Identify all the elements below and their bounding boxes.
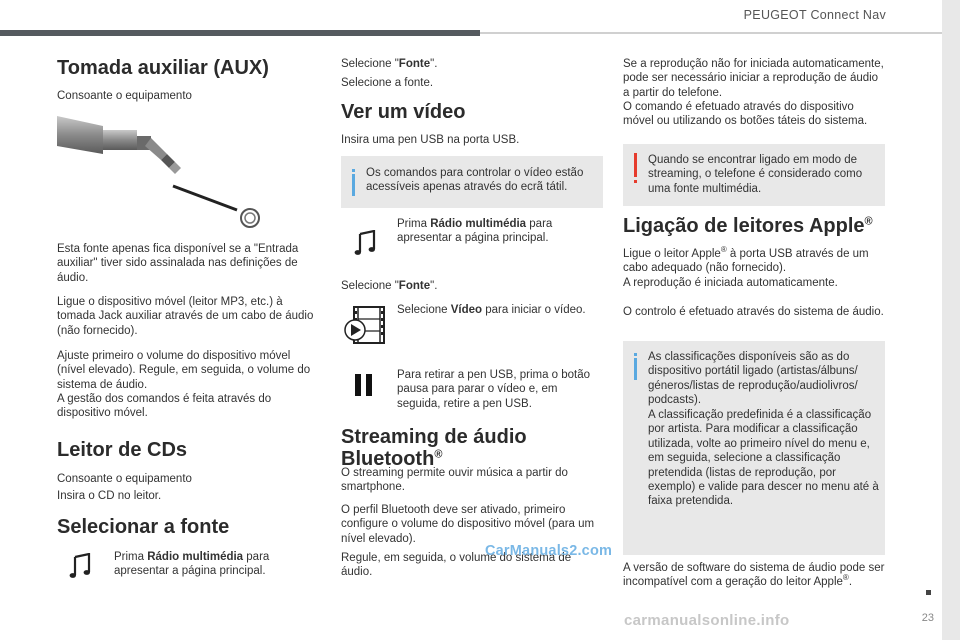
apple-title: Ligação de leitores Apple®	[623, 215, 873, 237]
info-icon-dot	[352, 169, 355, 172]
apple-software-note: A versão de software do sistema de áudio pode ser incompatível com a geração do leitor Apple®.	[623, 562, 885, 589]
video-info-box	[341, 156, 603, 208]
aux-equipment: Consoante o equipamento	[57, 90, 192, 102]
music-note-icon	[354, 230, 376, 256]
pause-icon	[353, 372, 375, 398]
apple-info-classifications: As classificações disponíveis são as do dispositivo portátil ligado (artistas/álbuns/ géneros/listas de reprodução/audiolivros/ podcasts).	[648, 351, 858, 407]
video-remove-usb: Para retirar a pen USB, prima o botão pausa para parar o vídeo e, em seguida, retire a pen USB.	[397, 369, 591, 410]
video-press-radio: Prima Rádio multimédia para apresentar a página principal.	[397, 218, 553, 245]
page-sidebar	[942, 0, 960, 640]
video-insert-usb: Insira uma pen USB na porta USB.	[341, 134, 520, 146]
music-note-icon	[69, 553, 91, 579]
video-select-video: Selecione Vídeo para iniciar o vídeo.	[397, 304, 586, 316]
bt-streaming-title: Streaming de áudio Bluetooth®	[341, 426, 527, 470]
streaming-warning-text: Quando se encontrar ligado em modo de streaming, o telefone é considerado como uma fonte multimédia.	[648, 154, 863, 195]
page-marker	[926, 590, 931, 595]
select-source-title: Selecionar a fonte	[57, 516, 230, 538]
bt-intro: O streaming permite ouvir música a partir do smartphone.	[341, 467, 568, 494]
warning-icon	[634, 153, 637, 177]
aux-connect: Ligue o dispositivo móvel (leitor MP3, etc.) à tomada Jack auxiliar através de um cabo de áudio (não fornecido).	[57, 296, 314, 337]
video-info-text: Os comandos para controlar o vídeo estão acessíveis apenas através do ecrã tátil.	[366, 167, 584, 194]
bt-volume: Regule, em seguida, o volume do sistema de áudio.	[341, 552, 572, 579]
aux-control: A gestão dos comandos é feita através do dispositivo móvel.	[57, 393, 272, 420]
cd-title: Leitor de CDs	[57, 439, 188, 461]
header-rule	[480, 32, 950, 34]
header-title: PEUGEOT Connect Nav	[743, 8, 886, 22]
playback-start: Se a reprodução não for iniciada automaticamente, pode ser necessário iniciar a reprodução de áudio a partir do telefone.	[623, 58, 884, 99]
info-icon	[352, 174, 355, 196]
cd-insert: Insira o CD no leitor.	[57, 490, 162, 502]
warning-icon-dot	[634, 180, 637, 183]
cd-equipment: Consoante o equipamento	[57, 473, 192, 485]
aux-volume: Ajuste primeiro o volume do dispositivo móvel (nível elevado). Regule, em seguida, o volume do sistema de áudio.	[57, 350, 311, 391]
watermark: CarManuals2.com	[485, 543, 613, 559]
streaming-warning-box	[623, 144, 885, 206]
apple-info-box	[623, 341, 885, 555]
video-title: Ver um vídeo	[341, 101, 466, 123]
info-icon	[634, 358, 637, 380]
apple-connect: Ligue o leitor Apple® à porta USB através de um cabo adequado (não fornecido).	[623, 245, 869, 275]
select-source-instruction: Prima Rádio multimédia para apresentar a página principal.	[114, 551, 270, 578]
footer-watermark: carmanualsonline.info	[624, 612, 790, 629]
video-film-icon	[344, 305, 386, 345]
jack-plug-icon	[57, 110, 267, 230]
info-icon-dot	[634, 353, 637, 356]
apple-autoplay: A reprodução é iniciada automaticamente.	[623, 277, 838, 289]
aux-title: Tomada auxiliar (AUX)	[57, 57, 269, 79]
playback-control: O comando é efetuado através do dispositivo móvel ou utilizando os botões táteis do sistema.	[623, 101, 868, 128]
select-fonte: Selecione "Fonte".	[341, 58, 438, 70]
header-bar	[0, 30, 480, 36]
page-number: 23	[921, 612, 934, 624]
select-source-text: Selecione a fonte.	[341, 77, 434, 89]
aux-availability: Esta fonte apenas fica disponível se a "Entrada auxiliar" tiver sido assinalada nas definições de áudio.	[57, 243, 299, 284]
apple-control: O controlo é efetuado através do sistema de áudio.	[623, 306, 884, 318]
apple-info-default: A classificação predefinida é a classificação por artista. Para modificar a classificação utilizada, volte ao primeiro nível do menu e, em seguida, selecione a classificação pretendida (listas de reprodução, por exemplo) e valide para descer no menu até à faixa pretendida.	[648, 409, 879, 508]
bt-profile: O perfil Bluetooth deve ser ativado, primeiro configure o volume do dispositivo móvel (para um nível elevado).	[341, 504, 595, 545]
video-select-fonte: Selecione "Fonte".	[341, 280, 438, 292]
